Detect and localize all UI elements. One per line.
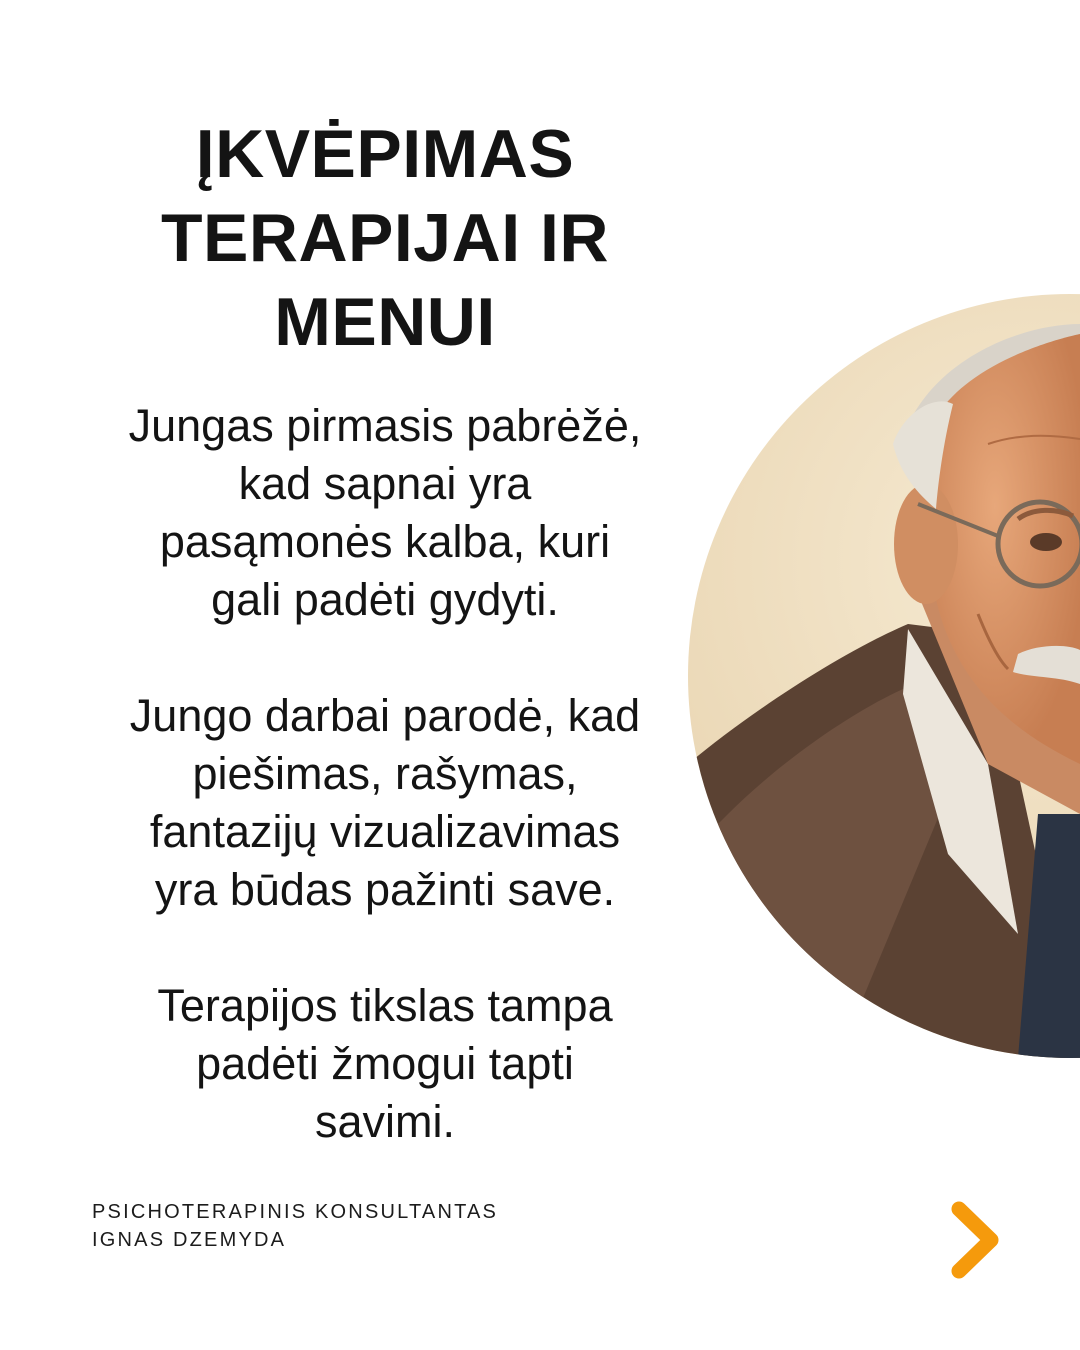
text-line: Jungas pirmasis pabrėžė, bbox=[128, 400, 642, 451]
title-line: ĮKVĖPIMAS bbox=[195, 116, 575, 192]
text-line: gali padėti gydyti. bbox=[211, 574, 559, 625]
text-line: kad sapnai yra bbox=[238, 458, 532, 509]
text-line: Terapijos tikslas tampa bbox=[157, 980, 613, 1031]
paragraph-dreams bbox=[40, 397, 730, 629]
next-slide-button[interactable] bbox=[935, 1195, 1015, 1285]
text-line: savimi. bbox=[314, 1096, 455, 1147]
paragraph-art bbox=[40, 687, 730, 919]
portrait-illustration bbox=[688, 294, 1080, 1058]
post-title bbox=[40, 112, 730, 364]
text-line: fantazijų vizualizavimas bbox=[149, 806, 621, 857]
text-line: padėti žmogui tapti bbox=[196, 1038, 574, 1089]
post-body bbox=[40, 397, 730, 1151]
chevron-right-icon bbox=[935, 1195, 1015, 1285]
author-role: PSICHOTERAPINIS KONSULTANTAS bbox=[92, 1201, 499, 1223]
title-line: MENUI bbox=[274, 284, 496, 360]
text-line: piešimas, rašymas, bbox=[192, 748, 578, 799]
text-line: pasąmonės kalba, kuri bbox=[159, 516, 611, 567]
author-name: IGNAS DZEMYDA bbox=[92, 1229, 287, 1251]
paragraph-goal bbox=[40, 977, 730, 1151]
text-line: Jungo darbai parodė, kad bbox=[129, 690, 641, 741]
title-line: TERAPIJAI IR bbox=[160, 200, 610, 276]
author-credit bbox=[92, 1198, 498, 1254]
text-line: yra būdas pažinti save. bbox=[154, 864, 616, 915]
